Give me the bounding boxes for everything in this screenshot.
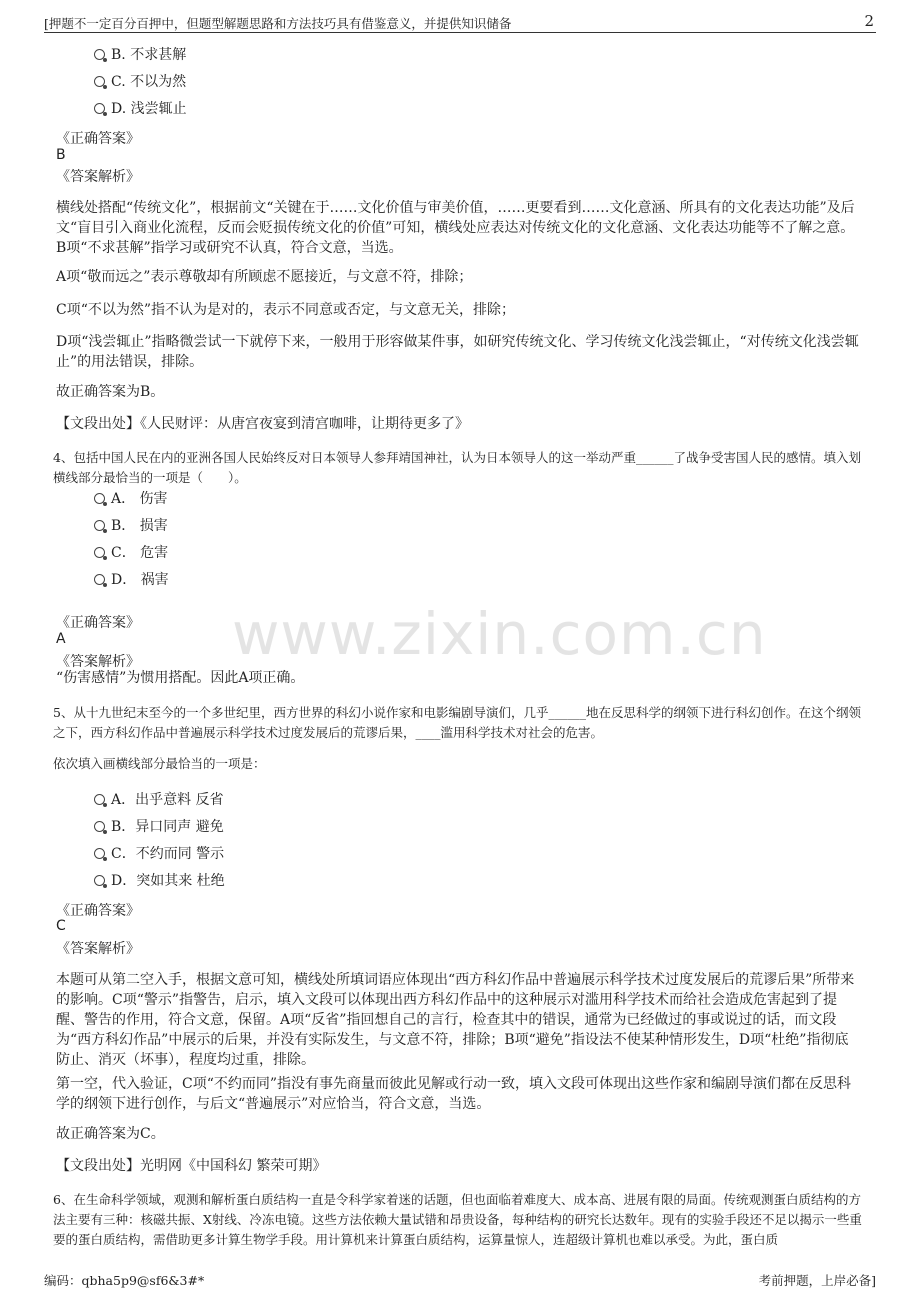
radio-icon[interactable]: [94, 547, 105, 558]
q4-option-b[interactable]: [94, 517, 168, 535]
footer-slogan: 考前押题，上岸必备]: [758, 1273, 876, 1288]
q3-source: 【文段出处】《人民财评：从唐宫夜宴到清宫咖啡，让期待更多了》: [56, 416, 469, 432]
q4-option-a[interactable]: [94, 490, 168, 508]
q5-analysis-label: 《答案解析》: [56, 941, 140, 957]
q5-option-d[interactable]: [94, 872, 225, 890]
page-header: [44, 12, 876, 33]
q3-analysis-p5: 故正确答案为B。: [56, 384, 165, 400]
footer-code: 编码：qbha5p9@sf6&3#*: [44, 1273, 205, 1288]
q5-option-a[interactable]: [94, 791, 224, 809]
q4-answer-label: 《正确答案》: [56, 615, 140, 631]
q4-option-d[interactable]: [94, 571, 169, 589]
q5-option-c[interactable]: [94, 845, 224, 863]
option-label: C． 危害: [111, 545, 169, 561]
radio-icon[interactable]: [94, 493, 105, 504]
q5-analysis-p3: 故正确答案为C。: [56, 1126, 165, 1142]
q5-stem: 5、从十九世纪末至今的一个多世纪里，西方世界的科幻小说作家和电影编剧导演们，几乎______地在反思科学的纲领下进行科幻创作。在这个纲领之下，西方科幻作品中普遍展示科学技术过度发展后的荒谬后果，____滥用科学技术对社会的危害。: [53, 705, 861, 740]
q3-option-c[interactable]: [94, 73, 186, 91]
option-label: B．异口同声 避免: [111, 819, 224, 835]
option-label: D．突如其来 杜绝: [111, 873, 225, 889]
option-label: D. 浅尝辄止: [111, 101, 187, 117]
option-label: B． 损害: [111, 518, 168, 534]
radio-icon[interactable]: [94, 794, 105, 805]
q3-analysis-p1: 横线处搭配“传统文化”，根据前文“关键在于……文化价值与审美价值，……更要看到……文化意涵、所具有的文化表达功能”及后文“盲目引入商业化流程，反而会贬损传统文化的价值”可知，横线处应表达对传统文化的文化意涵、文化表达功能等不了解之意。B项“不求甚解”指学习或研究不认真，符合文意，当选。: [56, 200, 855, 256]
q5-answer: C: [56, 918, 66, 934]
q4-option-c[interactable]: [94, 544, 168, 562]
q5-prompt: 依次填入画横线部分最恰当的一项是：: [53, 756, 266, 771]
header-text: [押题不一定百分百押中，但题型解题思路和方法技巧具有借鉴意义，并提供知识储备: [44, 16, 512, 31]
q3-answer-label: 《正确答案》: [56, 131, 140, 147]
q4-stem: 4、包括中国人民在内的亚洲各国人民始终反对日本领导人参拜靖国神社，认为日本领导人的这一举动严重______了战争受害国人民的感情。填入划横线部分最恰当的一项是（ ）。: [53, 450, 861, 485]
radio-icon[interactable]: [94, 821, 105, 832]
option-label: C．不约而同 警示: [111, 846, 225, 862]
q4-answer: A: [56, 631, 66, 647]
q5-source: 【文段出处】光明网《中国科幻 繁荣可期》: [56, 1158, 327, 1174]
q5-answer-label: 《正确答案》: [56, 903, 140, 919]
q5-analysis-p1: 本题可从第二空入手，根据文意可知，横线处所填词语应体现出“西方科幻作品中普遍展示科学技术过度发展后的荒谬后果”所带来的影响。C项“警示”指警告，启示，填入文段可以体现出西方科幻作品中的这种展示对滥用科学技术而给社会造成危害起到了提醒、警告的作用，符合文意，保留。A项“反省”指回想自己的言行，检查其中的错误，通常为已经做过的事或说过的话，而文段为“西方科幻作品”中展示的后果，并没有实际发生，与文意不符，排除；B项“避免”指设法不使某种情形发生，D项“杜绝”指彻底防止、消灭（坏事），程度均过重，排除。: [56, 972, 855, 1068]
q6-stem: 6、在生命科学领域，观测和解析蛋白质结构一直是令科学家着迷的话题，但也面临着难度大、成本高、进展有限的局面。传统观测蛋白质结构的方法主要有三种：核磁共振、X射线、冷冻电镜。这些方法依赖大量试错和昂贵设备，每种结构的研究长达数年。现有的实验手段还不足以揭示一些重要的蛋白质结构，需借助更多计算生物学手段。用计算机来计算蛋白质结构，运算量惊人，连超级计算机也难以承受。为此，蛋白质: [53, 1192, 862, 1247]
q3-option-d[interactable]: [94, 100, 187, 118]
q5-analysis-p2: 第一空，代入验证，C项“不约而同”指没有事先商量而彼此见解或行动一致，填入文段可体现出这些作家和编剧导演们都在反思科学的纲领下进行创作，与后文“普遍展示”对应恰当，符合文意，当选。: [56, 1076, 852, 1112]
q3-option-b[interactable]: [94, 46, 186, 64]
radio-icon[interactable]: [94, 848, 105, 859]
radio-icon[interactable]: [94, 76, 105, 87]
radio-icon[interactable]: [94, 574, 105, 585]
q3-analysis-p4: D项“浅尝辄止”指略微尝试一下就停下来，一般用于形容做某件事，如研究传统文化、学习传统文化浅尝辄止，“对传统文化浅尝辄止”的用法错误，排除。: [56, 334, 859, 370]
radio-icon[interactable]: [94, 875, 105, 886]
q3-analysis-label: 《答案解析》: [56, 169, 140, 185]
option-label: A． 伤害: [111, 491, 168, 507]
option-label: B. 不求甚解: [111, 47, 187, 63]
q3-analysis-p3: C项“不以为然”指不认为是对的，表示不同意或否定，与文意无关，排除；: [56, 302, 516, 318]
radio-icon[interactable]: [94, 49, 105, 60]
radio-icon[interactable]: [94, 103, 105, 114]
q3-answer: B: [56, 147, 66, 163]
q5-option-b[interactable]: [94, 818, 224, 836]
option-label: D． 祸害: [111, 572, 169, 588]
option-label: A．出乎意料 反省: [111, 792, 224, 808]
q3-analysis-p2: A项“敬而远之”表示尊敬却有所顾虑不愿接近，与文意不符，排除；: [56, 269, 473, 285]
radio-icon[interactable]: [94, 520, 105, 531]
q4-analysis-label: 《答案解析》: [56, 654, 140, 670]
q4-analysis: “伤害感情”为惯用搭配。因此A项正确。: [56, 670, 305, 686]
option-label: C. 不以为然: [111, 74, 187, 90]
watermark: www.zixin.com.cn: [232, 600, 767, 668]
page-number: 2: [864, 12, 874, 30]
